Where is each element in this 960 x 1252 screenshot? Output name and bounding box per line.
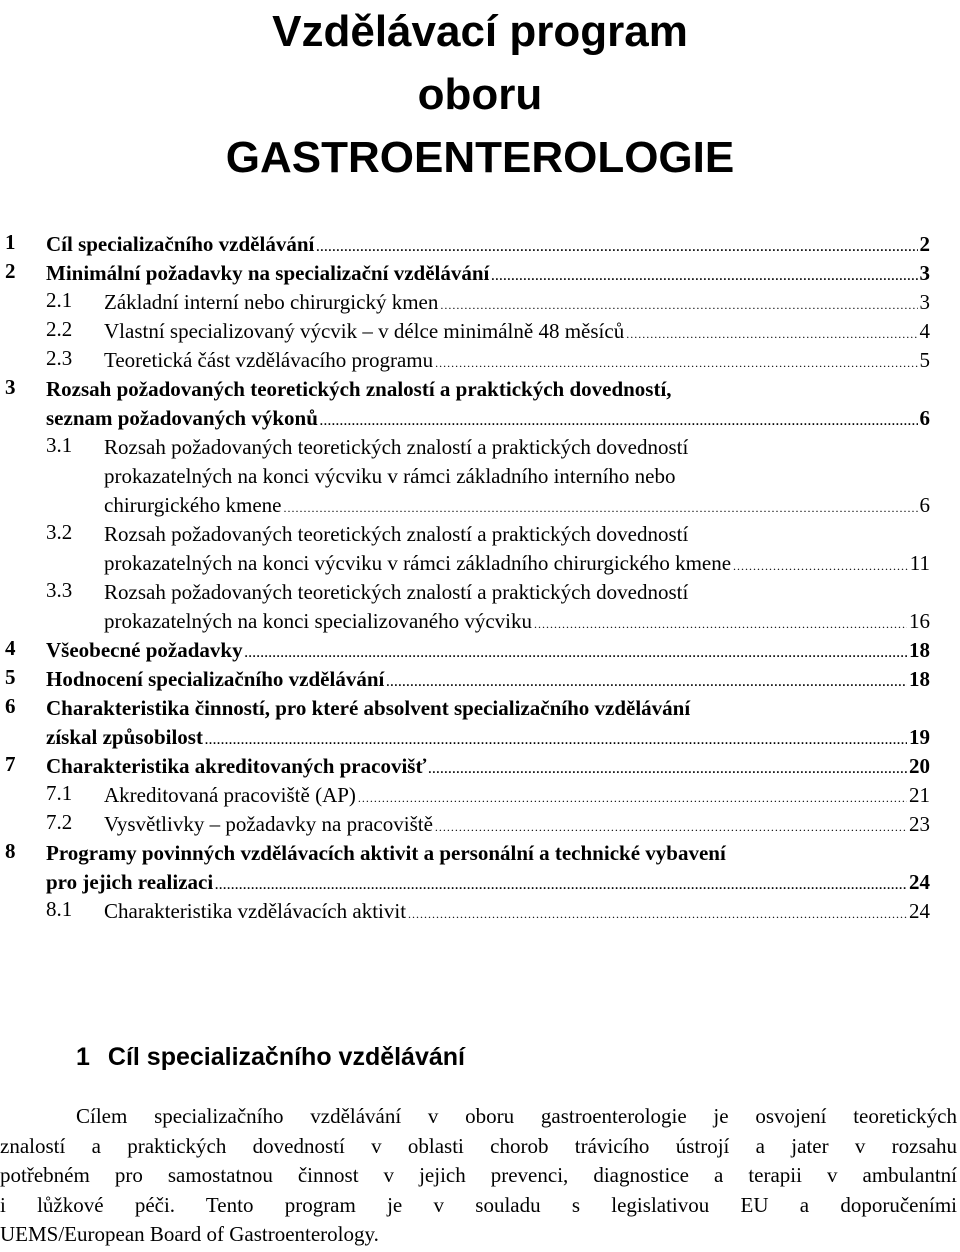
toc-entry[interactable] xyxy=(0,346,960,375)
toc-entry-title: Rozsah požadovaných teoretických znalostí a praktických dovedností xyxy=(104,580,689,604)
toc-page-number: 3 xyxy=(919,261,930,285)
toc-entry[interactable] xyxy=(0,810,960,839)
toc-leader-dots xyxy=(205,723,907,755)
toc-entry-title: prokazatelných na konci výcviku v rámci základního interního nebo xyxy=(104,464,676,488)
section-paragraph xyxy=(0,1102,957,1250)
toc-page-number: 18 xyxy=(909,667,930,691)
title-line: GASTROENTEROLOGIE xyxy=(225,133,735,182)
toc-entry[interactable] xyxy=(0,839,960,897)
toc-entry-title: Rozsah požadovaných teoretických znalostí a praktických dovedností xyxy=(104,522,689,546)
toc-leader-dots xyxy=(358,781,907,813)
toc-entry[interactable] xyxy=(0,288,960,317)
paragraph-line: znalostí a praktických dovedností v oblasti chorob trávicího ústrojí a jater v rozsahu xyxy=(0,1133,957,1158)
toc-entry-number: 4 xyxy=(5,636,16,660)
toc-entry-number: 7 xyxy=(5,752,16,776)
toc-entry-title: seznam požadovaných výkonů xyxy=(46,406,318,430)
toc-entry-title: Teoretická část vzdělávacího programu xyxy=(104,348,434,372)
toc-page-number: 24 xyxy=(909,899,930,923)
toc-entry-title: pro jejich realizaci xyxy=(46,870,214,894)
toc-entry-number: 7.1 xyxy=(46,781,73,805)
title-line: oboru xyxy=(417,70,543,119)
toc-entry-title: Cíl specializačního vzdělávání xyxy=(46,232,315,256)
document-title xyxy=(0,0,960,189)
toc-entry-number: 3 xyxy=(5,375,16,399)
toc-page-number: 18 xyxy=(909,638,930,662)
toc-entry-number: 2.3 xyxy=(46,346,73,370)
toc-leader-dots xyxy=(733,549,908,581)
toc-entry-number: 3.3 xyxy=(46,578,73,602)
toc-entry-title: Všeobecné požadavky xyxy=(46,638,243,662)
toc-entry-number: 3.1 xyxy=(46,433,73,457)
toc-page-number: 19 xyxy=(909,725,930,749)
toc-entry[interactable] xyxy=(0,752,960,781)
toc-leader-dots xyxy=(491,259,917,291)
toc-page-number: 11 xyxy=(909,551,930,575)
toc-leader-dots xyxy=(320,404,918,436)
toc-leader-dots xyxy=(440,288,917,320)
toc-page-number: 4 xyxy=(919,319,930,343)
paragraph-line: Cílem specializačního vzdělávání v oboru gastroenterologie je osvojení teoretických xyxy=(76,1104,957,1128)
toc-entry-title: Programy povinných vzdělávacích aktivit a personální a technické vybavení xyxy=(46,841,726,865)
toc-page-number: 6 xyxy=(919,406,930,430)
toc-entry-number: 2.2 xyxy=(46,317,73,341)
toc-leader-dots xyxy=(316,230,917,262)
toc-page-number: 3 xyxy=(919,290,930,314)
toc-entry[interactable] xyxy=(0,520,960,578)
toc-leader-dots xyxy=(408,897,907,929)
title-line: Vzdělávací program xyxy=(272,7,688,56)
toc-entry-title: chirurgického kmene xyxy=(104,493,282,517)
toc-entry-number: 5 xyxy=(5,665,16,689)
toc-entry[interactable] xyxy=(0,375,960,433)
toc-entry-title: Charakteristika vzdělávacích aktivit xyxy=(104,899,407,923)
toc-leader-dots xyxy=(386,665,907,697)
toc-entry[interactable] xyxy=(0,694,960,752)
toc-entry[interactable] xyxy=(0,317,960,346)
toc-entry-number: 2.1 xyxy=(46,288,73,312)
toc-entry-number: 8 xyxy=(5,839,16,863)
toc-entry-number: 7.2 xyxy=(46,810,73,834)
toc-page-number: 23 xyxy=(909,812,930,836)
toc-entry[interactable] xyxy=(0,897,960,926)
toc-entry-title: získal způsobilost xyxy=(46,725,203,749)
toc-page-number: 24 xyxy=(909,870,930,894)
toc-entry-number: 3.2 xyxy=(46,520,73,544)
toc-page-number: 20 xyxy=(909,754,930,778)
toc-entry-title: Rozsah požadovaných teoretických znalostí a praktických dovedností, xyxy=(46,377,672,401)
toc-entry[interactable] xyxy=(0,781,960,810)
toc-entry-title: Akreditovaná pracoviště (AP) xyxy=(104,783,356,807)
toc-entry-number: 6 xyxy=(5,694,16,718)
toc-entry[interactable] xyxy=(0,636,960,665)
section-title: Cíl specializačního vzdělávání xyxy=(107,1043,465,1071)
toc-leader-dots xyxy=(435,810,907,842)
toc-entry[interactable] xyxy=(0,665,960,694)
toc-leader-dots xyxy=(428,752,907,784)
toc-page-number: 16 xyxy=(909,609,930,633)
toc-entry-number: 2 xyxy=(5,259,16,283)
toc-entry-title: prokazatelných na konci specializovaného výcviku xyxy=(104,609,532,633)
toc-leader-dots xyxy=(283,491,917,523)
section-heading xyxy=(76,1043,465,1072)
toc-entry-number: 1 xyxy=(5,230,16,254)
toc-entry[interactable] xyxy=(0,259,960,288)
toc-page-number: 2 xyxy=(919,232,930,256)
toc-entry-title: prokazatelných na konci výcviku v rámci základního chirurgického kmene xyxy=(104,551,732,575)
toc-entry[interactable] xyxy=(0,433,960,520)
toc-entry-title: Hodnocení specializačního vzdělávání xyxy=(46,667,385,691)
toc-entry-title: Charakteristika akreditovaných pracovišť xyxy=(46,754,427,778)
toc-entry-title: Minimální požadavky na specializační vzdělávání xyxy=(46,261,490,285)
paragraph-line: UEMS/European Board of Gastroenterology. xyxy=(0,1222,379,1246)
toc-entry[interactable] xyxy=(0,230,960,259)
toc-page-number: 5 xyxy=(919,348,930,372)
toc-entry-title: Charakteristika činností, pro které absolvent specializačního vzdělávání xyxy=(46,696,691,720)
section-number: 1 xyxy=(76,1043,90,1071)
paragraph-line: i lůžkové péči. Tento program je v souladu s legislativou EU a doporučeními xyxy=(0,1192,957,1217)
toc-entry-title: Rozsah požadovaných teoretických znalostí a praktických dovedností xyxy=(104,435,689,459)
toc-page-number: 6 xyxy=(919,493,930,517)
toc-entry-title: Základní interní nebo chirurgický kmen xyxy=(104,290,439,314)
paragraph-line: potřebném pro samostatnou činnost v jejich prevenci, diagnostice a terapii v ambulantní xyxy=(0,1163,957,1187)
toc-entry-title: Vlastní specializovaný výcvik – v délce minimálně 48 měsíců xyxy=(104,319,625,343)
toc-entry-title: Vysvětlivky – požadavky na pracoviště xyxy=(104,812,433,836)
toc-leader-dots xyxy=(435,346,917,378)
toc-page-number: 21 xyxy=(909,783,930,807)
toc-leader-dots xyxy=(215,868,907,900)
toc-leader-dots xyxy=(245,636,907,668)
toc-leader-dots xyxy=(626,317,917,349)
toc-entry[interactable] xyxy=(0,578,960,636)
table-of-contents xyxy=(0,230,960,926)
toc-entry-number: 8.1 xyxy=(46,897,73,921)
toc-leader-dots xyxy=(534,607,907,639)
